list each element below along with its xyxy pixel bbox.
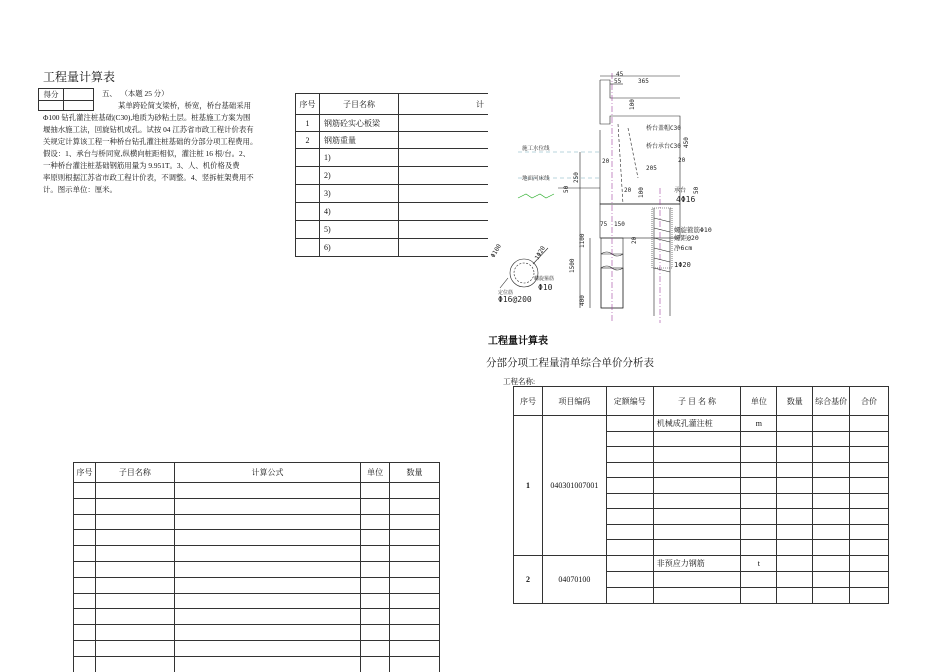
problem-line: 率原则根据江苏省市政工程计价表，不调整。4、竖拆桩架费用不: [43, 173, 254, 182]
qty-cell[interactable]: [777, 555, 813, 571]
drawing-label: 螺距@20: [674, 234, 699, 242]
col-header: 计: [399, 94, 489, 115]
drawing-label: 55: [614, 78, 622, 85]
score-box: [38, 88, 94, 111]
col-header: 计算公式: [174, 463, 360, 483]
row-name: 4): [320, 203, 399, 221]
left-page-title: 工程量计算表: [43, 70, 116, 84]
problem-line: 某单跨砼简支梁桥，桥宽，桥台基础采用: [118, 101, 252, 110]
formula-cell[interactable]: [399, 149, 489, 167]
formula-cell[interactable]: [399, 185, 489, 203]
problem-line: 一种桥台灌注桩基础钢筋用量为 9.951T。3、人、机价格及费: [43, 161, 240, 170]
row-name: 5): [320, 221, 399, 239]
item-unit: t: [741, 555, 777, 571]
drawing-label: 螺旋箍筋: [534, 276, 555, 282]
drawing-label: 205: [646, 165, 657, 172]
row-no: 1: [296, 115, 320, 132]
problem-line: 堰抽水施工法，回旋钻机成孔。试按 04 江苏省市政工程计价表有: [43, 125, 254, 134]
drawing-label: 定位筋: [498, 290, 514, 296]
drawing-label: Φ100: [489, 242, 503, 259]
formula-cell[interactable]: [399, 115, 489, 132]
formula-cell[interactable]: [399, 132, 489, 149]
col-header: 子目名称: [320, 94, 399, 115]
drawing-label: 1500: [569, 258, 576, 273]
drawing-label: 50: [693, 186, 700, 194]
drawing-label: 地面河床线: [522, 176, 550, 182]
drawing-label: 1Φ20: [533, 244, 547, 261]
group-no: 1: [514, 416, 543, 556]
drawing-label: 100: [629, 99, 636, 110]
group-no: 2: [514, 555, 543, 603]
drawing-label: Φ10: [538, 283, 553, 292]
row-name: 6): [320, 239, 399, 257]
quota-cell[interactable]: [606, 555, 653, 571]
row-name: 2): [320, 167, 399, 185]
row-name: 1): [320, 149, 399, 167]
group-code: 04070100: [542, 555, 606, 603]
row-name: 钢筋砼实心板梁: [320, 115, 399, 132]
right-page-title: 工程量计算表: [488, 336, 548, 347]
problem-line: 假设：1、承台与桥同宽,纵横向桩距相似，灌注桩 16 根/台。2、: [43, 149, 251, 158]
score-label: 得分: [39, 89, 64, 101]
col-header: 综合基价: [813, 387, 850, 416]
col-header: 子目名称: [95, 463, 174, 483]
price-cell[interactable]: [813, 555, 850, 571]
drawing-label: 20: [631, 236, 638, 244]
top-quantity-table: [295, 93, 488, 257]
col-header: 数量: [390, 463, 440, 483]
item-unit: m: [741, 416, 777, 432]
group-code: 040301007001: [542, 416, 606, 556]
drawing-label: 净6cm: [674, 244, 693, 252]
formula-cell[interactable]: [399, 203, 489, 221]
drawing-label: 365: [638, 78, 649, 85]
drawing-label: 1Φ20: [674, 261, 691, 269]
drawing-label: 100: [638, 187, 645, 198]
drawing-label: 400: [579, 295, 586, 306]
drawing-label: 4Φ16: [676, 195, 696, 204]
col-header: 序号: [74, 463, 96, 483]
pile-foundation-drawing: [488, 68, 728, 328]
row-name: 钢筋重量: [320, 132, 399, 149]
col-header: 项目编码: [542, 387, 606, 416]
col-header: 序号: [514, 387, 543, 416]
drawing-label: 450: [683, 137, 690, 148]
problem-line: 计。图示单位：厘米。: [43, 185, 117, 194]
formula-cell[interactable]: [399, 239, 489, 257]
drawing-label: Φ16@200: [498, 295, 532, 304]
analysis-subtitle: 分部分项工程量清单综合单价分析表: [486, 358, 654, 369]
row-name: 3): [320, 185, 399, 203]
drawing-label: 75: [600, 221, 608, 228]
top-quantity-table-wrap: [295, 93, 488, 257]
qty-cell[interactable]: [777, 416, 813, 432]
unit-price-analysis-table: [513, 386, 889, 604]
drawing-label: 施工水位线: [522, 146, 550, 152]
col-header: 单位: [741, 387, 777, 416]
project-name-label: 工程名称:: [503, 377, 536, 386]
problem-points: （本题 25 分）: [120, 89, 169, 98]
drawing-label: 50: [563, 185, 570, 193]
drawing-label: 桥台承台C30: [646, 143, 681, 150]
total-cell[interactable]: [850, 555, 889, 571]
problem-line: Φ100 钻孔灌注桩基础(C30),地质为砂粘土层。桩基施工方案为围: [43, 113, 251, 122]
drawing-label: 螺旋箍筋Φ10: [674, 226, 712, 234]
drawing-label: 承台: [674, 187, 687, 194]
drawing-label: 20: [602, 158, 610, 165]
bottom-quantity-table-wrap: [73, 462, 441, 672]
quota-cell[interactable]: [606, 416, 653, 432]
bottom-quantity-table: [73, 462, 440, 672]
drawing-label: 20: [624, 187, 632, 194]
problem-number: 五、: [102, 89, 117, 98]
problem-heading: [102, 88, 169, 100]
row-no: 2: [296, 132, 320, 149]
problem-line: 关规定计算该工程一种桥台钻孔灌注桩基础的分部分项工程费用。: [43, 137, 258, 146]
drawing-label: 45: [616, 71, 624, 78]
formula-cell[interactable]: [399, 221, 489, 239]
drawing-label: 桥台盖帽C30: [646, 125, 681, 132]
drawing-label: 20: [678, 157, 686, 164]
col-header: 合价: [850, 387, 889, 416]
price-cell[interactable]: [813, 416, 850, 432]
score-value[interactable]: [64, 89, 94, 101]
formula-cell[interactable]: [399, 167, 489, 185]
drawing-label: 150: [614, 221, 625, 228]
drawing-label: 250: [573, 172, 580, 183]
col-header: 单位: [361, 463, 390, 483]
total-cell[interactable]: [850, 416, 889, 432]
col-header: 数量: [777, 387, 813, 416]
item-name: 非预应力钢筋: [653, 555, 741, 571]
col-header: 定额编号: [606, 387, 653, 416]
col-header: 序号: [296, 94, 320, 115]
drawing-label: 1100: [579, 233, 586, 248]
col-header: 子 目 名 称: [653, 387, 741, 416]
item-name: 机械成孔灌注桩: [653, 416, 741, 432]
